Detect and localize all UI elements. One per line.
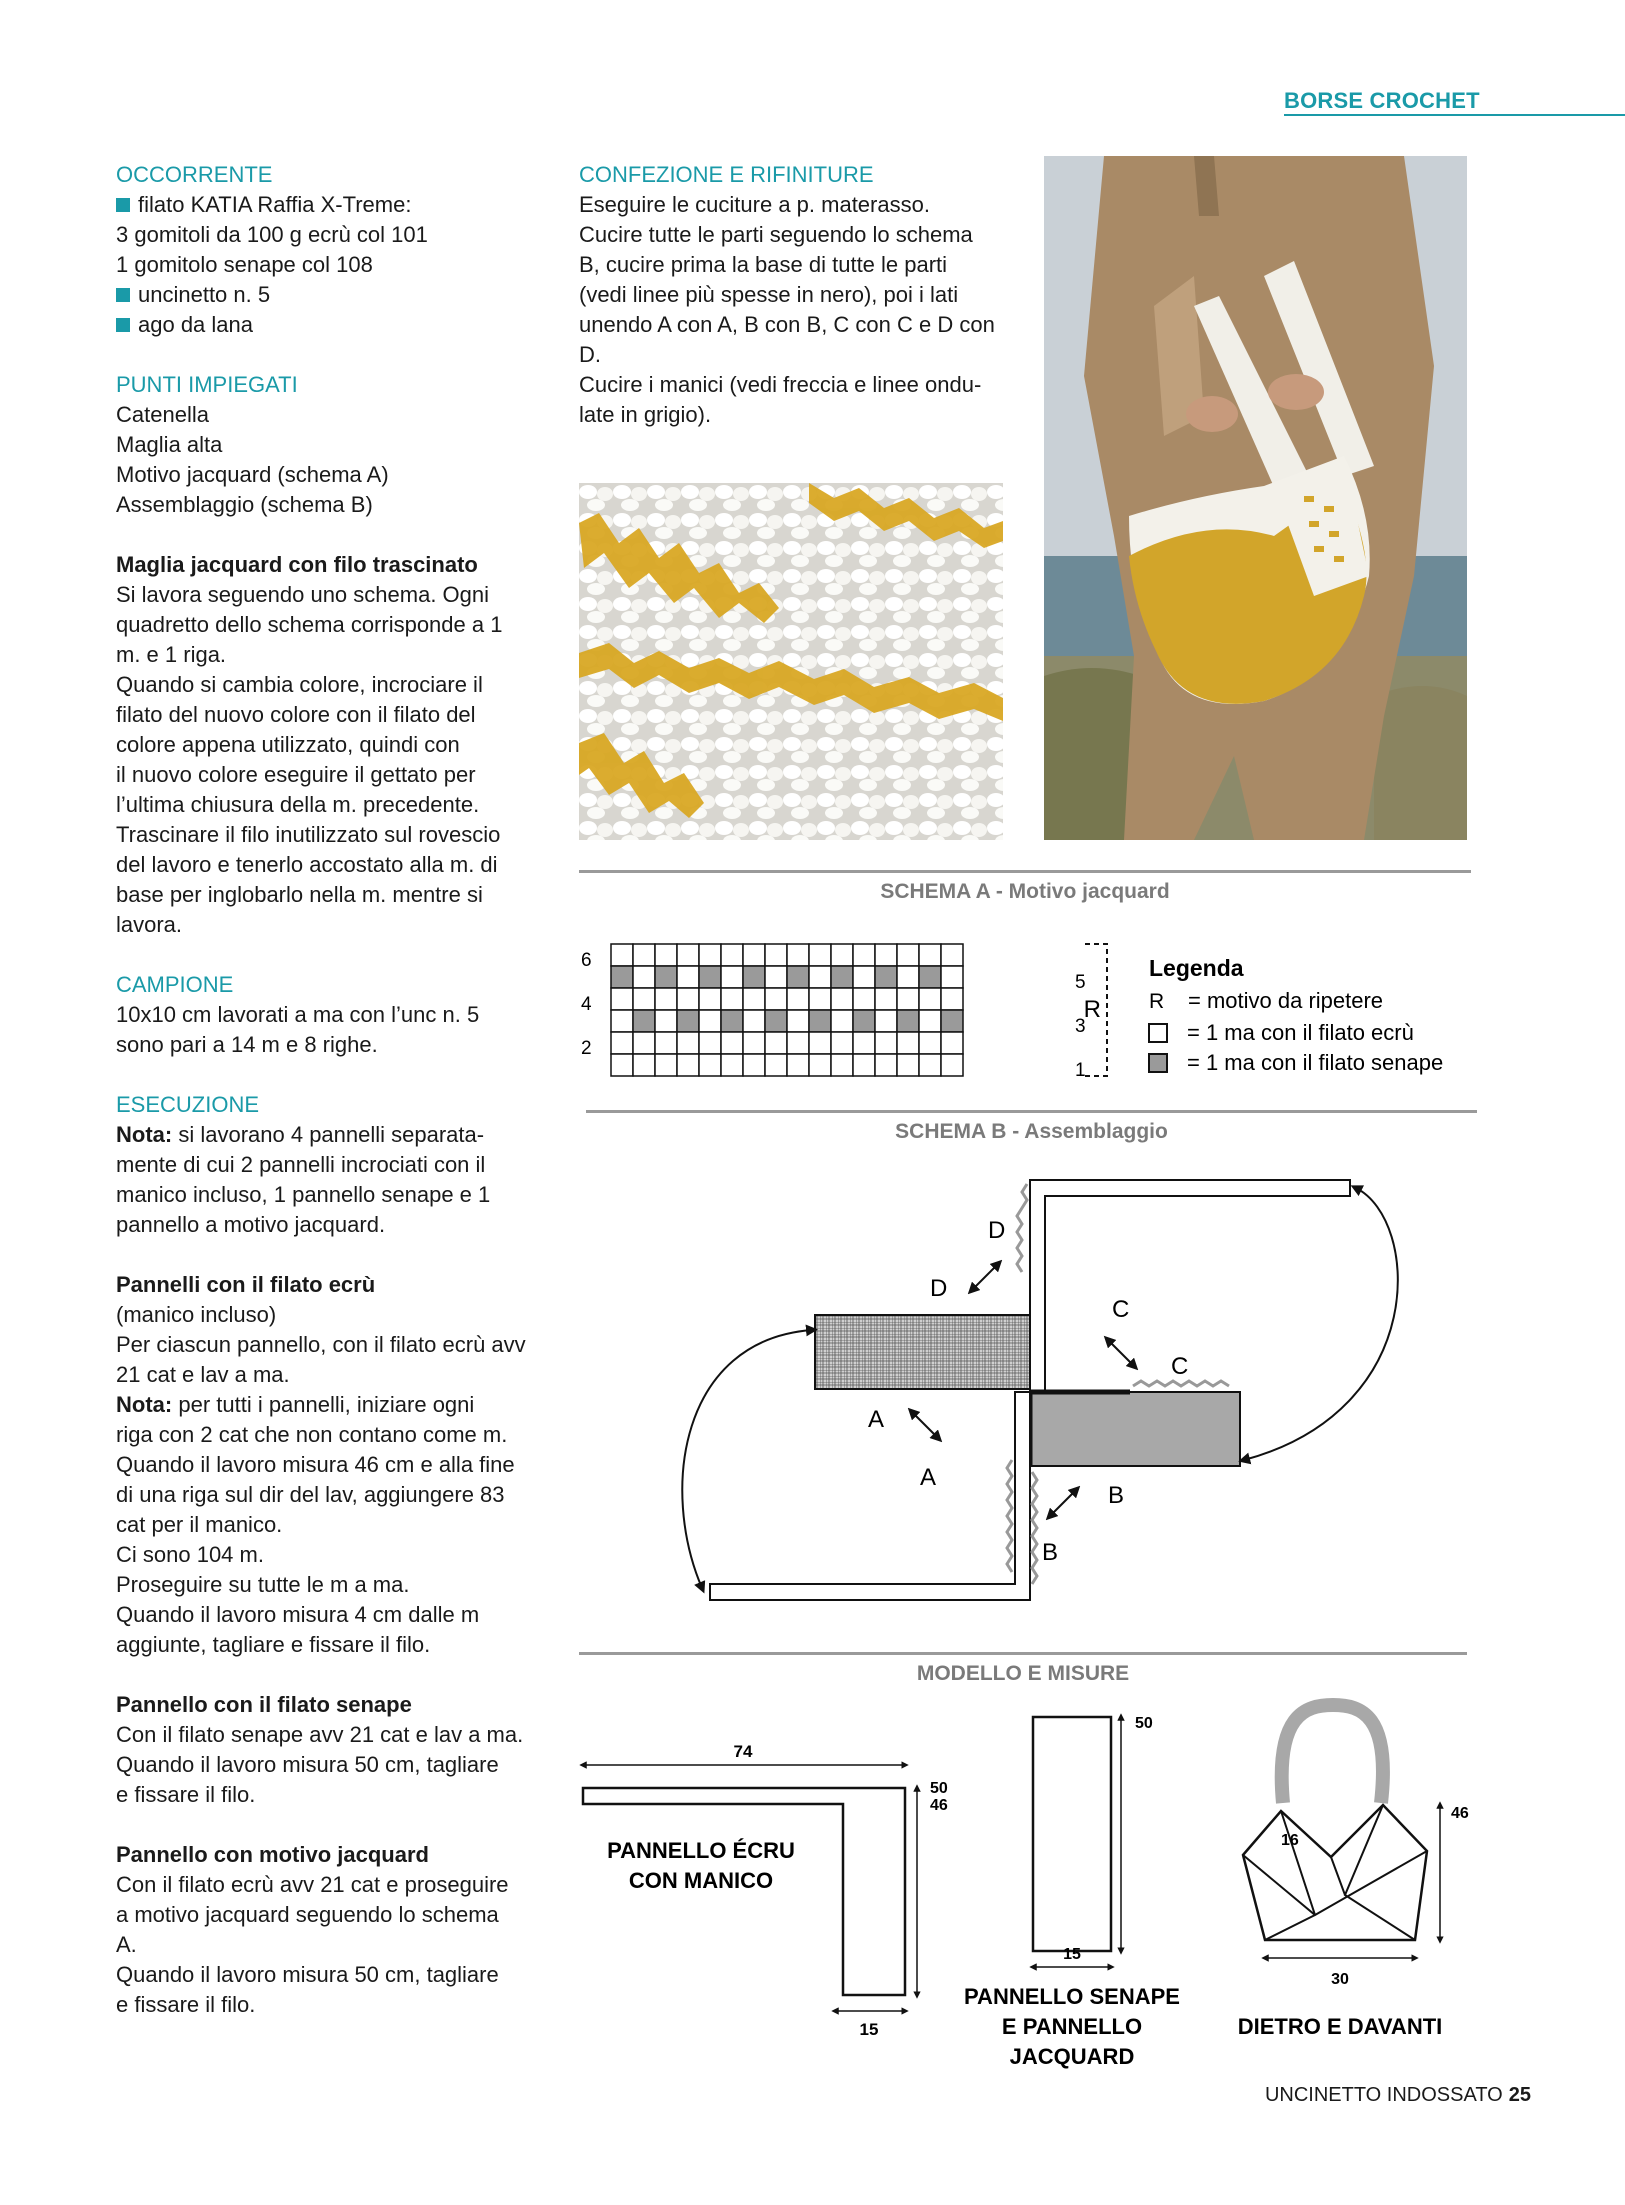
esecuzione-text: mente di cui 2 pannelli incrociati con il (116, 1152, 486, 1177)
schema-a-rule (579, 870, 1471, 873)
legend-r-text: = motivo da ripetere (1188, 988, 1384, 1013)
modello-caption: MODELLO E MISURE (916, 1662, 1130, 1685)
ecru-text: di una riga sul dir del lav, aggiungere 83 (116, 1482, 505, 1507)
esecuzione-title: ESECUZIONE (116, 1092, 260, 1117)
punti-item: Catenella (116, 402, 209, 427)
row-label: 4 (581, 994, 592, 1015)
modello-rule (579, 1652, 1467, 1655)
confezione-text: late in grigio). (579, 402, 712, 427)
model-photo (1044, 156, 1467, 840)
occorrente-title: OCCORRENTE (116, 162, 273, 187)
grid-cell-ecru (721, 1032, 743, 1054)
ecru-text: riga con 2 cat che non contano come m. (116, 1422, 508, 1447)
bag-handle (1282, 1705, 1383, 1803)
grid-cell-senape (655, 966, 677, 988)
bag-shape (1243, 1805, 1427, 1940)
magazine-name: UNCINETTO INDOSSATO (1264, 2084, 1503, 2106)
mid-column (579, 160, 1009, 430)
dimension-label: 16 (1281, 1832, 1299, 1849)
grid-cell-ecru (919, 1032, 941, 1054)
panel-name: PANNELLO ÉCRU (607, 1838, 795, 1863)
grid-cell-ecru (853, 944, 875, 966)
row-label: 1 (1075, 1060, 1086, 1081)
seam-d (1017, 1184, 1027, 1272)
grid-cell-senape (875, 966, 897, 988)
legend-title: Legenda (1149, 955, 1244, 981)
grid-cell-ecru (919, 1010, 941, 1032)
legend-r: R (1149, 990, 1165, 1013)
grid-cell-ecru (655, 1054, 677, 1076)
grid-cell-senape (765, 1010, 787, 1032)
grid-cell-ecru (677, 966, 699, 988)
grid-cell-ecru (633, 1054, 655, 1076)
panel-name: DIETRO E DAVANTI (1237, 2014, 1443, 2039)
grid-cell-senape (919, 966, 941, 988)
grid-cell-ecru (809, 1054, 831, 1076)
page-footer (1265, 2084, 1531, 2107)
punti-item: Motivo jacquard (schema A) (116, 462, 389, 487)
confezione-text: Cucire i manici (vedi freccia e linee ondu- (579, 372, 982, 397)
grid-cell-ecru (765, 966, 787, 988)
row-label: 5 (1075, 972, 1086, 993)
grid-cell-ecru (919, 988, 941, 1010)
seam-a (1007, 1460, 1012, 1572)
grid-cell-ecru (941, 1032, 963, 1054)
grid-cell-ecru (655, 1032, 677, 1054)
senape-text: Con il filato senape avv 21 cat e lav a ma. (116, 1722, 524, 1747)
page-number: 25 (1508, 2084, 1531, 2106)
esecuzione-text: pannello a motivo jacquard. (116, 1212, 386, 1237)
grid-cell-ecru (633, 966, 655, 988)
seam-label-d: D (930, 1275, 948, 1302)
punti-item: Maglia alta (116, 432, 223, 457)
punti-title: PUNTI IMPIEGATI (116, 372, 298, 397)
jacquard-grid (611, 944, 963, 1076)
handle-arrow-left (682, 1330, 812, 1588)
occorrente-item: uncinetto n. 5 (116, 280, 540, 310)
occorrente-item: ago da lana (116, 310, 540, 340)
grid-cell-ecru (853, 1032, 875, 1054)
grid-cell-senape (743, 966, 765, 988)
seam-arrow (1108, 1340, 1134, 1366)
grid-cell-ecru (743, 1010, 765, 1032)
ecru-text: cat per il manico. (116, 1512, 283, 1537)
grid-cell-ecru (853, 988, 875, 1010)
mustard-panel (1030, 1392, 1240, 1466)
row-label: 2 (581, 1038, 592, 1059)
grid-cell-ecru (677, 1054, 699, 1076)
grid-cell-ecru (743, 944, 765, 966)
seam-label-a: A (920, 1464, 937, 1491)
grid-cell-ecru (677, 1032, 699, 1054)
grid-cell-ecru (897, 988, 919, 1010)
ecru-text: aggiunte, tagliare e fissare il filo. (116, 1632, 431, 1657)
grid-cell-senape (941, 1010, 963, 1032)
grid-cell-ecru (699, 1054, 721, 1076)
grid-cell-senape (831, 966, 853, 988)
grid-cell-ecru (765, 1054, 787, 1076)
grid-cell-ecru (831, 1010, 853, 1032)
repeat-label: R (1083, 996, 1101, 1023)
grid-cell-ecru (633, 1032, 655, 1054)
senape-text: e fissare il filo. (116, 1782, 256, 1807)
grid-cell-ecru (611, 1032, 633, 1054)
occorrente-item: filato KATIA Raffia X-Treme: (116, 190, 540, 220)
confezione-text: D. (579, 342, 601, 367)
seam-arrow (972, 1264, 998, 1290)
ecru-text: Quando il lavoro misura 46 cm e alla fine (116, 1452, 515, 1477)
jacquard-panel (815, 1315, 1030, 1389)
section-title: BORSE CROCHET (1284, 88, 1480, 113)
seam-label-b: B (1108, 1482, 1125, 1509)
row-label: 6 (581, 950, 592, 971)
dimension-label: 46 (930, 1797, 948, 1814)
motivo-text: e fissare il filo. (116, 1992, 256, 2017)
grid-cell-ecru (633, 988, 655, 1010)
motivo-text: A. (116, 1932, 137, 1957)
grid-cell-ecru (611, 988, 633, 1010)
panel-name: JACQUARD (1009, 2044, 1135, 2069)
legend-ecru-text: = 1 ma con il filato ecrù (1187, 1020, 1414, 1045)
grid-cell-ecru (787, 988, 809, 1010)
grid-cell-ecru (699, 988, 721, 1010)
ecru-panel-top (1030, 1180, 1350, 1392)
grid-cell-ecru (941, 1054, 963, 1076)
grid-cell-ecru (743, 1054, 765, 1076)
swatch-illustration (579, 483, 1003, 840)
campione-text: 10x10 cm lavorati a ma con l’unc n. 5 (116, 1002, 480, 1027)
bullet-icon (116, 198, 130, 212)
grid-cell-ecru (897, 1054, 919, 1076)
panel-name: E PANNELLO (1001, 2014, 1143, 2039)
left-column (116, 160, 540, 2020)
grid-cell-ecru (787, 1032, 809, 1054)
dimension-label: 74 (733, 1742, 753, 1761)
grid-cell-ecru (941, 988, 963, 1010)
grid-cell-senape (677, 1010, 699, 1032)
grid-cell-ecru (809, 1032, 831, 1054)
grid-cell-ecru (765, 1032, 787, 1054)
grid-cell-ecru (831, 1032, 853, 1054)
grid-cell-senape (853, 1010, 875, 1032)
grid-cell-ecru (853, 1054, 875, 1076)
panel-name: CON MANICO (628, 1868, 774, 1893)
schema-b-rule (586, 1110, 1477, 1113)
seam-label-a: A (868, 1406, 885, 1433)
swatch-photo (579, 483, 1003, 840)
motivo-text: Con il filato ecrù avv 21 cat e proseguire (116, 1872, 509, 1897)
grid-cell-ecru (919, 1054, 941, 1076)
row-label: 3 (1075, 1016, 1086, 1037)
grid-cell-ecru (897, 1032, 919, 1054)
grid-cell-ecru (941, 966, 963, 988)
confezione-title: CONFEZIONE E RIFINITURE (579, 162, 874, 187)
dimension-label: 46 (1451, 1805, 1469, 1822)
legend-senape-swatch (1149, 1054, 1167, 1072)
grid-cell-ecru (941, 944, 963, 966)
grid-cell-ecru (611, 944, 633, 966)
seam-arrow (1050, 1490, 1076, 1516)
grid-cell-ecru (743, 988, 765, 1010)
dimension-label: 50 (930, 1780, 948, 1797)
bullet-icon (116, 288, 130, 302)
grid-cell-ecru (875, 988, 897, 1010)
grid-cell-ecru (611, 1054, 633, 1076)
grid-cell-ecru (699, 944, 721, 966)
grid-cell-ecru (655, 944, 677, 966)
occorrente-item: 1 gomitolo senape col 108 (116, 252, 373, 277)
grid-cell-ecru (633, 944, 655, 966)
grid-cell-ecru (787, 944, 809, 966)
confezione-text: B, cucire prima la base di tutte le parti (579, 252, 948, 277)
grid-cell-senape (809, 1010, 831, 1032)
grid-cell-ecru (655, 988, 677, 1010)
grid-cell-ecru (809, 988, 831, 1010)
bullet-icon (116, 318, 130, 332)
grid-cell-ecru (721, 1054, 743, 1076)
grid-cell-ecru (677, 988, 699, 1010)
dimension-label: 30 (1331, 1971, 1349, 1988)
jacquard-stitch-text: Si lavora seguendo uno schema. Ogni quadretto dello schema corrisponde a 1 m. e 1 riga. Quando si cambia colore, incrociare il filato del nuovo colore con il filato del colore appena utilizzato, quindi con il nuovo colore eseguire il gettato per l’ultima chiusura della m. precedente. Trascinare il filo inutilizzato sul rovescio del lavoro e tenerlo accostato alla m. di base per inglobarlo nella m. mentre si lavora. (116, 582, 503, 937)
ecru-text: Per ciascun pannello, con il filato ecrù avv (116, 1332, 526, 1357)
grid-cell-ecru (765, 944, 787, 966)
seam-label-b: B (1042, 1539, 1059, 1566)
grid-cell-ecru (875, 944, 897, 966)
model-illustration (1044, 156, 1467, 840)
grid-cell-ecru (809, 944, 831, 966)
grid-cell-ecru (875, 1054, 897, 1076)
motivo-text: Quando il lavoro misura 50 cm, tagliare (116, 1962, 499, 1987)
section-rule (1284, 114, 1625, 116)
ecru-text: 21 cat e lav a ma. (116, 1362, 290, 1387)
grid-cell-ecru (875, 1010, 897, 1032)
grid-cell-ecru (787, 1010, 809, 1032)
jacquard-stitch-title: Maglia jacquard con filo trascinato (116, 552, 478, 577)
handle-arrow-right (1244, 1188, 1398, 1460)
seam-arrow (912, 1412, 938, 1438)
grid-cell-ecru (699, 1032, 721, 1054)
grid-cell-senape (721, 1010, 743, 1032)
legend-senape-text: = 1 ma con il filato senape (1187, 1050, 1444, 1075)
schema-a-chart (575, 940, 1475, 1090)
grid-cell-ecru (655, 1010, 677, 1032)
seam-label-c: C (1112, 1296, 1130, 1323)
ecru-text: Ci sono 104 m. (116, 1542, 264, 1567)
senape-text: Quando il lavoro misura 50 cm, tagliare (116, 1752, 499, 1777)
grid-cell-ecru (743, 1032, 765, 1054)
grid-cell-ecru (699, 1010, 721, 1032)
senape-title: Pannello con il filato senape (116, 1692, 412, 1717)
modello-diagram (575, 1695, 1475, 2075)
dimension-label: 15 (1063, 1946, 1081, 1963)
ecru-text: Quando il lavoro misura 4 cm dalle m (116, 1602, 480, 1627)
schema-b-diagram (640, 1160, 1440, 1630)
dimension-label: 50 (1135, 1715, 1153, 1732)
campione-title: CAMPIONE (116, 972, 234, 997)
motivo-title: Pannello con motivo jacquard (116, 1842, 429, 1867)
grid-cell-ecru (831, 1054, 853, 1076)
dimension-label: 15 (859, 2020, 879, 2039)
grid-cell-ecru (897, 944, 919, 966)
grid-cell-ecru (611, 1010, 633, 1032)
seam-label-d: D (988, 1217, 1006, 1244)
ecru-text: Nota: per tutti i pannelli, iniziare ogni (116, 1392, 475, 1417)
grid-cell-ecru (721, 988, 743, 1010)
seam-label-c: C (1171, 1353, 1189, 1380)
grid-cell-ecru (721, 966, 743, 988)
grid-cell-ecru (875, 1032, 897, 1054)
grid-cell-senape (787, 966, 809, 988)
grid-cell-ecru (677, 944, 699, 966)
esecuzione-text: Nota: si lavorano 4 pannelli separata- (116, 1122, 485, 1147)
confezione-text: Cucire tutte le parti seguendo lo schema (579, 222, 973, 247)
grid-cell-ecru (897, 966, 919, 988)
confezione-text: Eseguire le cuciture a p. materasso. (579, 192, 930, 217)
schema-b-caption: SCHEMA B - Assemblaggio (895, 1120, 1168, 1143)
punti-item: Assemblaggio (schema B) (116, 492, 373, 517)
ecru-sub: (manico incluso) (116, 1302, 277, 1327)
seam-c (1133, 1381, 1229, 1386)
campione-text: sono pari a 14 m e 8 righe. (116, 1032, 378, 1057)
confezione-text: (vedi linee più spesse in nero), poi i lati (579, 282, 959, 307)
schema-a-caption: SCHEMA A - Motivo jacquard (880, 880, 1170, 903)
grid-cell-senape (611, 966, 633, 988)
grid-cell-senape (897, 1010, 919, 1032)
grid-cell-ecru (765, 988, 787, 1010)
mustard-jacquard-panel-shape (1033, 1717, 1111, 1951)
occorrente-item: 3 gomitoli da 100 g ecrù col 101 (116, 222, 428, 247)
grid-cell-ecru (831, 944, 853, 966)
panel-name: PANNELLO SENAPE (964, 1984, 1180, 2009)
confezione-text: unendo A con A, B con B, C con C e D con (579, 312, 995, 337)
ecru-title: Pannelli con il filato ecrù (116, 1272, 376, 1297)
grid-cell-ecru (787, 1054, 809, 1076)
legend-ecru-swatch (1149, 1024, 1167, 1042)
grid-cell-ecru (831, 988, 853, 1010)
grid-cell-ecru (809, 966, 831, 988)
grid-cell-senape (633, 1010, 655, 1032)
grid-cell-senape (699, 966, 721, 988)
seam-b (1032, 1472, 1037, 1584)
grid-cell-ecru (853, 966, 875, 988)
grid-cell-ecru (919, 944, 941, 966)
ecru-text: Proseguire su tutte le m a ma. (116, 1572, 410, 1597)
motivo-text: a motivo jacquard seguendo lo schema (116, 1902, 499, 1927)
grid-cell-ecru (721, 944, 743, 966)
esecuzione-text: manico incluso, 1 pannello senape e 1 (116, 1182, 491, 1207)
